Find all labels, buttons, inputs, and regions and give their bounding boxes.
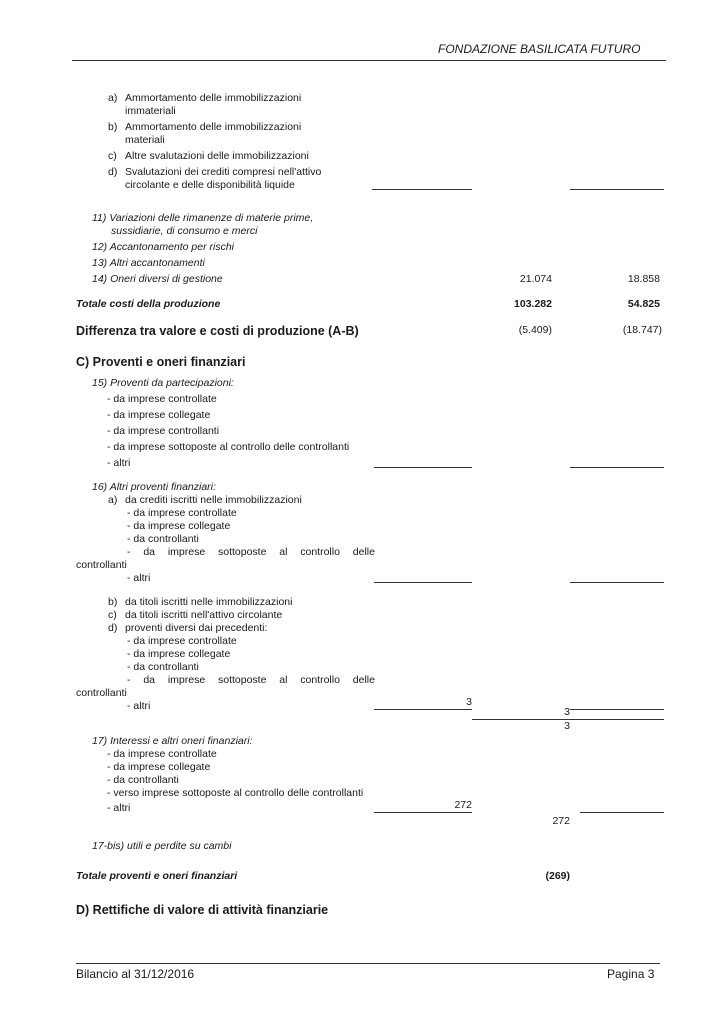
c16-d-rule-previous <box>570 709 664 710</box>
word: sottoposte <box>217 674 267 686</box>
b11-line1: 11) Variazioni delle rimanenze di materie prime, <box>92 212 314 224</box>
c15-rule-previous <box>570 467 664 468</box>
c16-d-item: - da imprese controllate <box>127 635 237 647</box>
b10-b-line2: materiali <box>125 134 165 146</box>
b12-label: 12) Accantonamento per rischi <box>92 241 235 253</box>
word: delle <box>352 546 375 558</box>
c16-a-text: da crediti iscritti nelle immobilizzazioni <box>125 494 302 506</box>
totale-costi-previous: 54.825 <box>627 298 660 310</box>
b10-c-label: c) <box>108 150 117 162</box>
b13-label: 13) Altri accantonamenti <box>92 257 205 269</box>
word: controllo <box>300 674 340 686</box>
footer-left: Bilancio al 31/12/2016 <box>76 967 195 981</box>
c16-title: 16) Altri proventi finanziari: <box>92 481 216 493</box>
c16-a-item: - da imprese collegate <box>127 520 231 532</box>
b10-a-line1: Ammortamento delle immobilizzazioni <box>125 92 302 104</box>
c15-item: - da imprese controllanti <box>107 425 220 437</box>
c16-a-item: - da controllanti <box>127 533 199 545</box>
c16-d-rule-current <box>374 709 472 710</box>
c17-item: - da controllanti <box>107 774 179 786</box>
word: delle <box>352 674 375 686</box>
footer-page-number: Pagina 3 <box>607 967 655 981</box>
b10-d-line2: circolante e delle disponibilità liquide <box>125 179 295 191</box>
c16-d-item: - da imprese collegate <box>127 648 231 660</box>
c15-item: - da imprese controllate <box>107 393 217 405</box>
c16-subtotal-2: 3 <box>564 720 570 732</box>
c16-a-rule-current <box>374 582 472 583</box>
c16-a-rule-previous <box>570 582 664 583</box>
c16-d-altri: - altri <box>127 700 151 712</box>
c16-d-sottoposte-line <box>127 674 375 687</box>
c16-subtotal-1: 3 <box>564 706 570 718</box>
b14-label: 14) Oneri diversi di gestione <box>92 273 223 285</box>
c16-a-item: - da imprese controllate <box>127 507 237 519</box>
c17-item: - da imprese controllate <box>107 748 217 760</box>
c16-a-sottoposte-line <box>127 546 375 559</box>
b10-rule-previous <box>570 189 664 190</box>
c17-item: - verso imprese sottoposte al controllo delle controllanti <box>107 787 364 799</box>
totale-proventi-current: (269) <box>545 870 570 882</box>
c16-a-altri: - altri <box>127 572 151 584</box>
c17-rule-current <box>374 812 472 813</box>
b10-b-label: b) <box>108 121 118 133</box>
b10-d-label: d) <box>108 166 118 178</box>
c17-altri: - altri <box>107 802 131 814</box>
c16-c-label: c) <box>108 609 117 621</box>
c16-d-text: proventi diversi dai precedenti: <box>125 622 268 634</box>
word: al <box>279 546 288 558</box>
c16-b-text: da titoli iscritti nelle immobilizzazioni <box>125 596 293 608</box>
b10-b-line1: Ammortamento delle immobilizzazioni <box>125 121 302 133</box>
c16-d-item: - da controllanti <box>127 661 199 673</box>
c17-rule-previous <box>580 812 664 813</box>
word: - <box>127 674 131 686</box>
differenza-label: Differenza tra valore e costi di produzione (A-B) <box>76 324 359 338</box>
b10-c-line1: Altre svalutazioni delle immobilizzazioni <box>125 150 309 162</box>
c15-item: - da imprese sottoposte al controllo delle controllanti <box>107 441 350 453</box>
header-rule <box>72 60 666 61</box>
word: da <box>143 546 155 558</box>
totale-costi-label: Totale costi della produzione <box>76 298 221 310</box>
word: da <box>143 674 155 686</box>
section-d-title: D) Rettifiche di valore di attività finanziarie <box>76 903 329 917</box>
b10-d-line1: Svalutazioni dei crediti compresi nell'attivo <box>125 166 322 178</box>
word: sottoposte <box>217 546 267 558</box>
word: - <box>127 546 131 558</box>
b14-current: 21.074 <box>519 273 552 285</box>
b10-a-line2: immateriali <box>125 105 176 117</box>
b10-rule-current <box>372 189 472 190</box>
b11-line2: sussidiarie, di consumo e merci <box>111 225 258 237</box>
differenza-previous: (18.747) <box>622 324 662 336</box>
c16-c-text: da titoli iscritti nell'attivo circolante <box>125 609 283 621</box>
c17-title: 17) Interessi e altri oneri finanziari: <box>92 735 253 747</box>
c16-a-controllanti: controllanti <box>76 559 127 571</box>
c15-title: 15) Proventi da partecipazioni: <box>92 377 234 389</box>
c17bis-label: 17-bis) utili e perdite su cambi <box>92 840 232 852</box>
c17-item: - da imprese collegate <box>107 761 211 773</box>
c15-item: - da imprese collegate <box>107 409 211 421</box>
totale-proventi-label: Totale proventi e oneri finanziari <box>76 870 238 882</box>
c16-d-label: d) <box>108 622 118 634</box>
c17-altri-value: 272 <box>454 799 472 811</box>
c17-subtotal: 272 <box>552 815 570 827</box>
footer-rule <box>76 963 660 964</box>
section-c-title: C) Proventi e oneri finanziari <box>76 355 246 369</box>
c16-b-label: b) <box>108 596 118 608</box>
b14-previous: 18.858 <box>627 273 660 285</box>
b10-a-label: a) <box>108 92 118 104</box>
totale-costi-current: 103.282 <box>514 298 552 310</box>
word: al <box>279 674 288 686</box>
c16-d-controllanti: controllanti <box>76 687 127 699</box>
header-title: FONDAZIONE BASILICATA FUTURO <box>438 42 641 56</box>
c16-d-altri-value: 3 <box>466 696 472 708</box>
c16-a-label: a) <box>108 494 118 506</box>
word: imprese <box>167 674 206 686</box>
differenza-current: (5.409) <box>518 324 552 336</box>
c15-rule-current <box>374 467 472 468</box>
word: controllo <box>300 546 340 558</box>
c15-item: - altri <box>107 457 131 469</box>
word: imprese <box>167 546 206 558</box>
